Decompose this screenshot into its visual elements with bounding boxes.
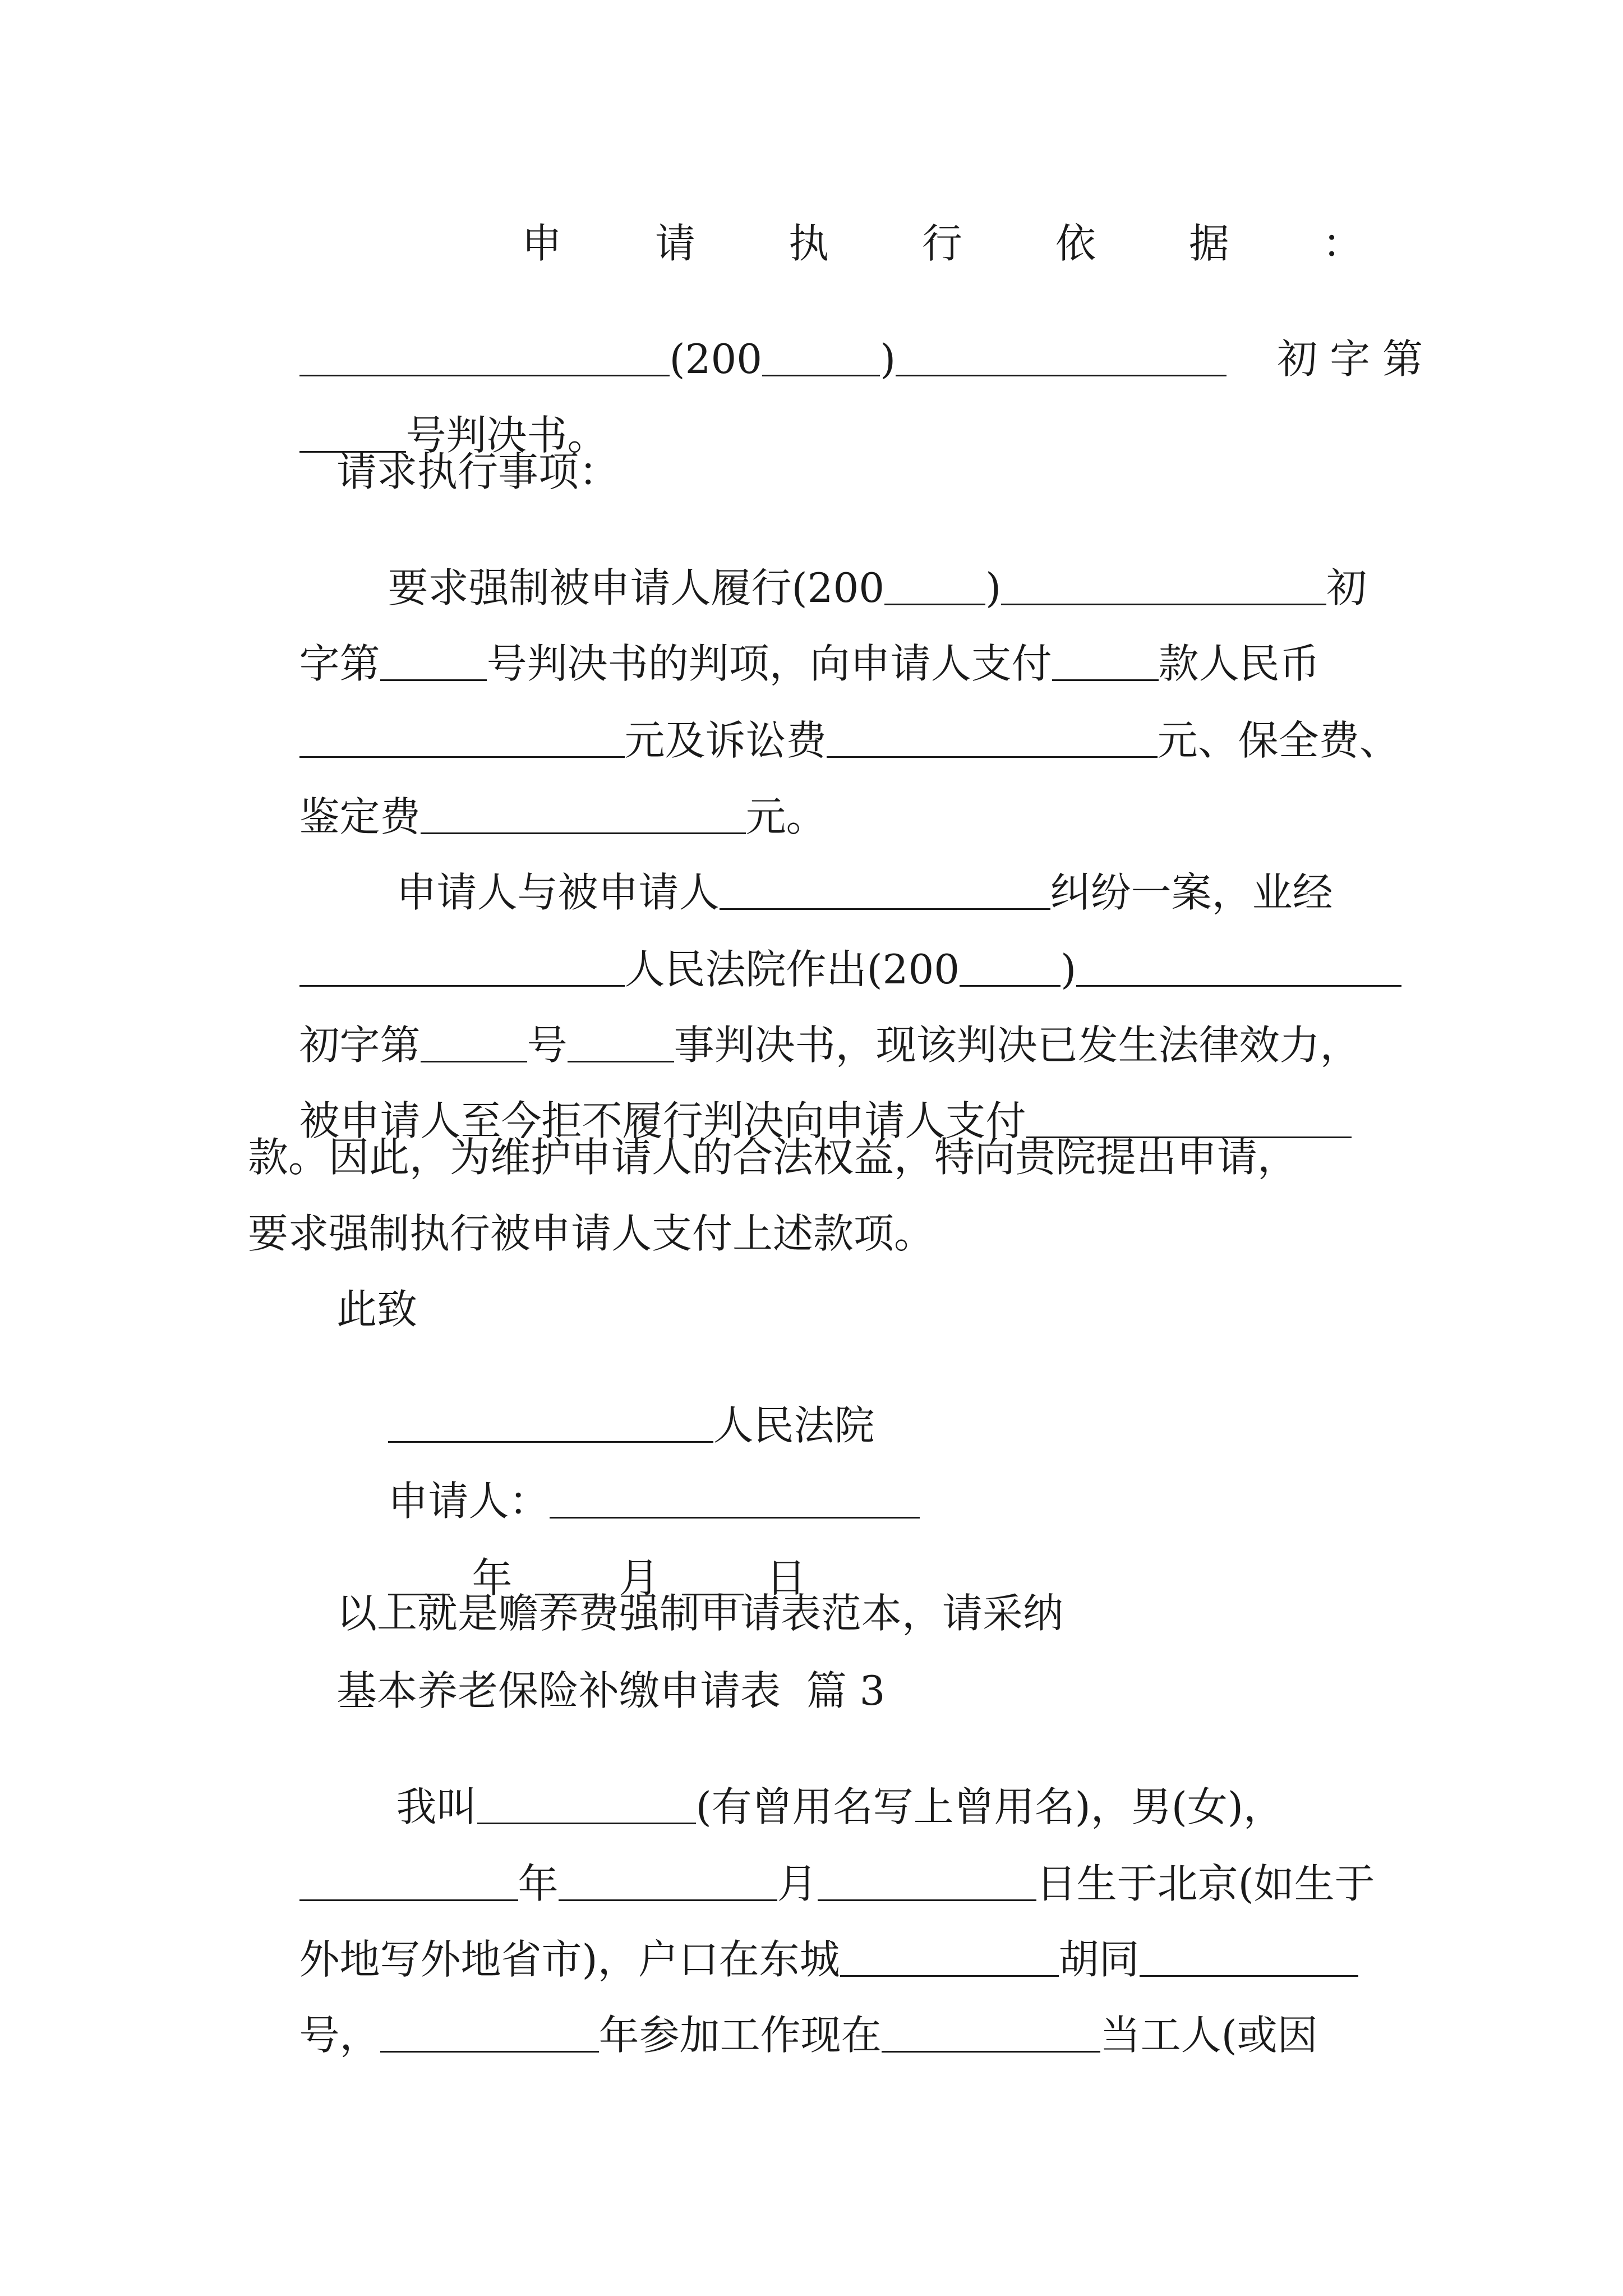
basis-label-char: 依 bbox=[1055, 220, 1096, 267]
request-text: ) bbox=[985, 564, 1002, 611]
request-text: 初 bbox=[1326, 564, 1367, 611]
closing-text: 年 bbox=[472, 1554, 513, 1602]
pension-text: 外地写外地省市)，户口在东城 bbox=[299, 1936, 840, 1983]
request-text: 元及诉讼费 bbox=[624, 717, 827, 764]
blank-field bbox=[568, 1028, 674, 1062]
closing-salute: 此致 bbox=[336, 1286, 418, 1333]
blank-field bbox=[299, 342, 670, 376]
blank-field bbox=[1001, 571, 1326, 605]
basis-label-char: 请 bbox=[654, 220, 695, 267]
request-heading: 请求执行事项： bbox=[336, 448, 620, 495]
basis-label-char: 申 bbox=[522, 220, 562, 267]
blank-field bbox=[1140, 1943, 1358, 1977]
blank-field bbox=[960, 953, 1061, 987]
blank-field bbox=[421, 800, 746, 834]
pension-text: 月 bbox=[777, 1860, 818, 1907]
blank-field bbox=[299, 1867, 518, 1901]
blank-field bbox=[380, 2018, 599, 2053]
facts-line-5: 款。因此，为维护申请人的合法权益，特向贵院提出申请， bbox=[248, 1134, 1298, 1181]
blank-field bbox=[380, 647, 487, 681]
pension-text: 年参加工作现在 bbox=[598, 2012, 882, 2059]
blank-field bbox=[1052, 647, 1159, 681]
pension-text: 当工人(或因 bbox=[1100, 2012, 1318, 2059]
blank-field bbox=[720, 876, 1050, 910]
facts-text: 申请人与被申请人 bbox=[396, 869, 720, 916]
facts-text: 人民法院作出(200 bbox=[624, 946, 960, 993]
pension-text: 日生于北京(如生于 bbox=[1036, 1860, 1375, 1907]
basis-label-char: 据 bbox=[1188, 220, 1229, 267]
request-text: 要求强制被申请人履行(200 bbox=[388, 564, 885, 611]
blank-field bbox=[762, 342, 880, 376]
pension-text: 胡同 bbox=[1058, 1936, 1140, 1983]
pension-text: (有曾用名写上曾用名)，男(女)， bbox=[695, 1783, 1284, 1830]
blank-field bbox=[882, 2018, 1100, 2053]
pension-text: 我叫 bbox=[396, 1783, 477, 1830]
request-text: 款人民币 bbox=[1158, 640, 1320, 687]
closing-text: 申请人： bbox=[388, 1478, 550, 1525]
blank-field bbox=[840, 1943, 1059, 1977]
closing-text: 日 bbox=[766, 1554, 806, 1602]
request-text: 鉴定费 bbox=[299, 793, 421, 840]
pension-text: 号， bbox=[299, 2012, 380, 2059]
basis-line2-suffix: 号判决书。 bbox=[405, 412, 608, 459]
blank-field bbox=[388, 1409, 713, 1443]
facts-text: 号 bbox=[527, 1022, 568, 1069]
pension-line-4 bbox=[248, 1975, 1318, 2096]
request-text: 元。 bbox=[745, 793, 827, 840]
basis-label-char: 执 bbox=[788, 220, 829, 267]
blank-field bbox=[827, 724, 1158, 758]
basis-label bbox=[522, 220, 1363, 267]
closing-text: 月 bbox=[619, 1554, 660, 1602]
facts-text: 被申请人至今拒不履行判决向申请人支付 bbox=[299, 1097, 1026, 1144]
blank-field bbox=[477, 1790, 696, 1824]
basis-suffix: 初字第 bbox=[1277, 335, 1436, 383]
blank-field bbox=[1076, 953, 1401, 987]
request-text: 字第 bbox=[299, 640, 380, 687]
note-text: 以上就是赡养费强制申请表范本，请采纳 bbox=[336, 1590, 1064, 1637]
blank-field bbox=[896, 342, 1227, 376]
blank-field bbox=[299, 724, 625, 758]
section-title: 基本养老保险补缴申请表 篇 3 bbox=[336, 1667, 886, 1714]
facts-text: ) bbox=[1061, 946, 1077, 993]
request-text: 元、保全费、 bbox=[1157, 717, 1400, 764]
case-year-open: (200 bbox=[669, 335, 763, 383]
basis-label-char: ： bbox=[1322, 220, 1363, 267]
blank-field bbox=[299, 418, 406, 453]
blank-field bbox=[1026, 1104, 1352, 1138]
blank-field bbox=[559, 1867, 777, 1901]
facts-text: 纠纷一案，业经 bbox=[1050, 869, 1333, 916]
blank-field bbox=[550, 1484, 920, 1519]
closing-text: 人民法院 bbox=[713, 1402, 875, 1449]
facts-text: 初字第 bbox=[299, 1022, 421, 1069]
blank-field bbox=[421, 1028, 527, 1062]
basis-label-char: 行 bbox=[921, 220, 962, 267]
blank-field bbox=[884, 571, 985, 605]
pension-text: 年 bbox=[518, 1860, 559, 1907]
facts-line-6: 要求强制执行被申请人支付上述款项。 bbox=[248, 1210, 935, 1257]
facts-text: 事判决书，现该判决已发生法律效力， bbox=[674, 1022, 1361, 1069]
case-year-close: ) bbox=[880, 335, 896, 383]
blank-field bbox=[299, 953, 625, 987]
request-text: 号判决书的判项，向申请人支付 bbox=[486, 640, 1052, 687]
blank-field bbox=[818, 1867, 1036, 1901]
